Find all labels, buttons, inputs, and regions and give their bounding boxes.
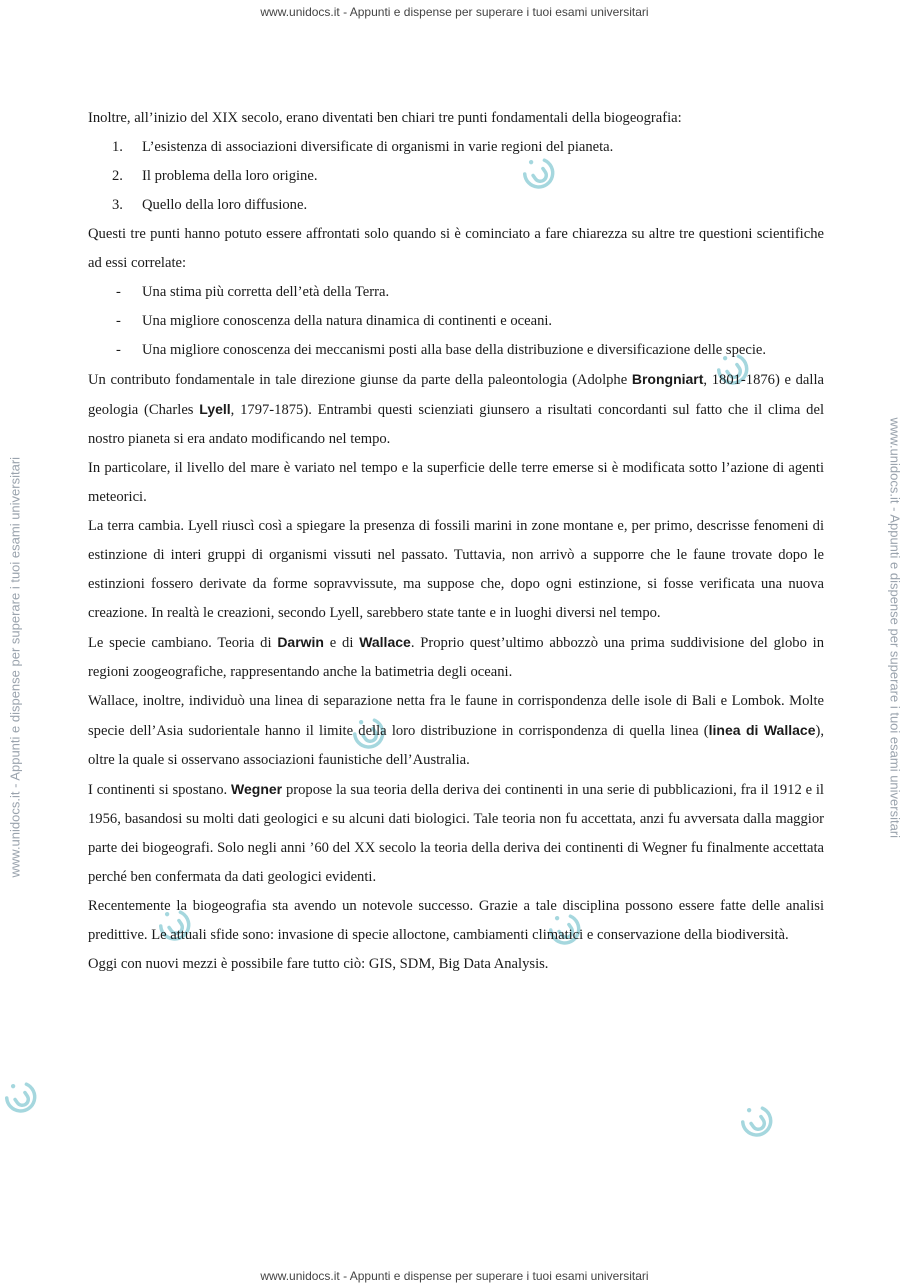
list-dash: -	[116, 342, 121, 358]
document-body	[88, 104, 824, 979]
list-item	[88, 336, 824, 365]
bold-name: Brongniart	[631, 371, 704, 387]
mare-paragraph: In particolare, il livello del mare è variato nel tempo e la superficie delle terre emerse si è modificata sotto l’azione di agenti meteorici.	[88, 460, 824, 505]
list-number: 1.	[112, 139, 123, 155]
bold-term: linea di Wallace	[708, 722, 816, 738]
watermark-header: www.unidocs.it - Appunti e dispense per superare i tuoi esami universitari	[260, 5, 649, 19]
continenti-paragraph	[88, 775, 824, 892]
list-item-text: Una migliore conoscenza della natura dinamica di continenti e oceani.	[142, 313, 553, 329]
list-number: 2.	[112, 168, 123, 184]
bold-name: Lyell	[199, 401, 231, 417]
text-run: Le specie cambiano. Teoria di	[88, 635, 278, 651]
text-run: e di	[324, 635, 360, 651]
list-item-text: L’esistenza di associazioni diversificate di organismi in varie regioni del pianeta.	[142, 139, 614, 155]
list-item	[88, 162, 824, 191]
watermark-side-right: www.unidocs.it - Appunti e dispense per superare i tuoi esami universitari	[887, 417, 903, 839]
text-run: ), oltre la quale si osservano associazioni faunistiche dell’Australia.	[88, 723, 824, 768]
list-item	[88, 191, 824, 220]
watermark-side-left: www.unidocs.it - Appunti e dispense per superare i tuoi esami universitari	[7, 456, 23, 878]
unidocs-logo-icon	[736, 1100, 776, 1140]
text-run: , 1797-1875). Entrambi questi scienziati giunsero a risultati concordanti sul fatto che il clima del nostro pianeta si era andato modificando nel tempo.	[88, 402, 824, 447]
terra-paragraph: La terra cambia. Lyell riuscì così a spiegare la presenza di fossili marini in zone montane e, per primo, descrisse fenomeni di estinzione di interi gruppi di organismi vissuti nel passato. Tuttavia, non arrivò a supporre che le faune trovate dopo le estinzioni fossero derivate da forme sopravvissute, ma suppose che, dopo ogni estinzione, si fosse verificata una nuova creazione. In realtà le creazioni, secondo Lyell, sarebbero state tante e in luoghi diversi nel tempo.	[88, 518, 824, 621]
list-item	[88, 278, 824, 307]
text-run: , 1801-1876) e dalla geologia (Charles	[88, 372, 824, 418]
specie-paragraph	[88, 628, 824, 687]
list-dash: -	[116, 313, 121, 329]
contributo-paragraph	[88, 365, 824, 454]
fundamental-points-list	[88, 133, 824, 220]
list-dash: -	[116, 284, 121, 300]
questions-list	[88, 278, 824, 365]
text-run: I continenti si spostano.	[88, 782, 232, 798]
list-item-text: Il problema della loro origine.	[142, 168, 318, 184]
list-item-text: Quello della loro diffusione.	[142, 197, 308, 213]
text-run: propose la sua teoria della deriva dei continenti in una serie di pubblicazioni, fra il 1912 e il 1956, basandosi su molti dati geologici e su alcuni dati biologici. Tale teoria non fu accettata, anzi fu avversata dalla maggior parte dei biogeografi. Solo negli anni ’60 del XX secolo la teoria della deriva dei continenti di Wegner fu finalmente accettata perché ben confermata da dati geologici evidenti.	[88, 782, 824, 885]
bold-name: Wegner	[231, 781, 283, 797]
questions-intro-paragraph: Questi tre punti hanno potuto essere affrontati solo quando si è cominciato a fare chiarezza su altre tre questioni scientifiche ad essi correlate:	[88, 226, 824, 271]
wallace-paragraph	[88, 687, 824, 775]
bold-name: Darwin	[277, 634, 324, 650]
list-item	[88, 307, 824, 336]
unidocs-logo-icon	[0, 1076, 40, 1116]
text-run: Wallace, inoltre, individuò una linea di separazione netta fra le faune in corrispondenza delle isole di Bali e Lombok. Molte specie dell’Asia sudorientale hanno il limite della loro distribuzione in corrispondenza di quella linea (	[88, 693, 824, 739]
text-run: Un contributo fondamentale in tale direzione giunse da parte della paleontologia (Adolphe	[88, 372, 632, 388]
list-number: 3.	[112, 197, 123, 213]
bold-name: Wallace	[359, 634, 411, 650]
intro-paragraph: Inoltre, all’inizio del XIX secolo, erano diventati ben chiari tre punti fondamentali della biogeografia:	[88, 110, 682, 126]
list-item	[88, 133, 824, 162]
text-run: . Proprio quest’ultimo abbozzò una prima suddivisione del globo in regioni zoogeografiche, rappresentando anche la batimetria degli oceani.	[88, 635, 825, 680]
list-item-text: Una migliore conoscenza dei meccanismi posti alla base della distribuzione e diversificazione delle specie.	[142, 342, 767, 358]
watermark-footer: www.unidocs.it - Appunti e dispense per superare i tuoi esami universitari	[260, 1269, 649, 1283]
list-item-text: Una stima più corretta dell’età della Terra.	[142, 284, 390, 300]
recentemente-paragraph: Recentemente la biogeografia sta avendo un notevole successo. Grazie a tale disciplina possono essere fatte delle analisi predittive. Le attuali sfide sono: invasione di specie alloctone, cambiamenti climatici e conservazione della biodiversità.	[88, 898, 824, 943]
oggi-paragraph: Oggi con nuovi mezzi è possibile fare tutto ciò: GIS, SDM, Big Data Analysis.	[88, 956, 549, 972]
